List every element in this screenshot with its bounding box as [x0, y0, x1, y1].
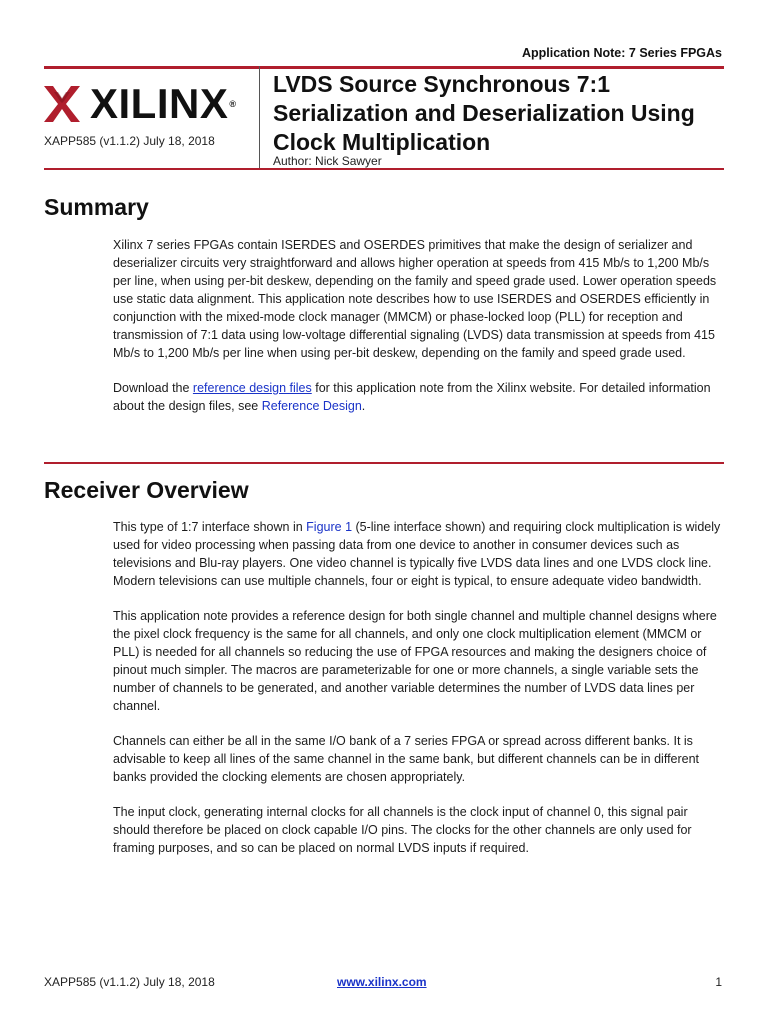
page-title: LVDS Source Synchronous 7:1 Serialization and Deserialization Using Clock Multiplication — [273, 71, 695, 155]
summary-body — [113, 236, 725, 432]
receiver-paragraph-2: This application note provides a reference design for both single channel and multiple channel designs where the pixel clock frequency is the same for all channels, and only one clock multiplication element (MMCM or PLL) is needed for all channels so reducing the use of FPGA resources and making the designers choice of pinout much simpler. The macros are parameterizable for one or more channels, a single variable sets the number of channels to be generated, and another variable determines the number of LVDS data lines per channel. — [113, 609, 717, 713]
doc-id: XAPP585 (v1.1.2) July 18, 2018 — [44, 134, 215, 148]
header-note: Application Note: 7 Series FPGAs — [521, 46, 722, 60]
summary-paragraph-1: Xilinx 7 series FPGAs contain ISERDES and OSERDES primitives that make the design of serializer and deserializer circuits very straightforward and allows higher operation at speeds from 415 Mb/s to 1,200 Mb/s per line, when using per-bit deskew, depending on the family and speed grade used. Lower operation speeds use static data alignment. This application note describes how to use ISERDES and OSERDES efficiently in conjunction with the mixed-mode clock manager (MMCM) or phase-locked loop (PLL) for reception and transmission of 7:1 data using low-voltage differential signaling (LVDS) data transmission at speeds from 415 Mb/s to 1,200 Mb/s per line when using per-bit deskew, depending on the family and speed grade used. — [113, 238, 717, 360]
footer-doc-id: XAPP585 (v1.1.2) July 18, 2018 — [44, 975, 215, 989]
footer-website-link[interactable]: www.xilinx.com — [337, 975, 427, 989]
reference-design-files-link[interactable]: reference design files — [192, 381, 312, 395]
header-rule-bottom — [44, 168, 724, 170]
xilinx-x-logo-icon — [44, 86, 80, 122]
reference-design-link[interactable]: Reference Design — [261, 399, 362, 413]
xilinx-logo — [44, 80, 237, 127]
receiver-paragraph-4: The input clock, generating internal clocks for all channels is the clock input of channel 0, this signal pair should therefore be placed on clock capable I/O pins. The clocks for the other channels are only used for framing purposes, and so can be placed on normal LVDS inputs if required. — [113, 805, 692, 855]
figure-1-link[interactable]: Figure 1 — [306, 520, 353, 534]
receiver-p1-text-b: (5-line interface shown) and requiring clock multiplication is widely used for video processing when passing data from one device to another in consumer devices such as televisions and Blu-ray players. One video channel is typically five LVDS data lines and one LVDS clock line. Modern televisions can use multiple channels, four or eight is typical, to ensure adequate video bandwidth. — [113, 520, 721, 588]
summary-heading: Summary — [44, 194, 149, 220]
receiver-paragraph-1 — [113, 518, 725, 590]
summary-paragraph-2 — [113, 379, 725, 415]
receiver-p1-text-a: This type of 1:7 interface shown in — [113, 520, 307, 534]
section-divider — [44, 462, 724, 464]
page-number: 1 — [715, 975, 722, 989]
logo-wordmark: XILINX® — [90, 80, 237, 127]
header-rule-top — [44, 66, 724, 69]
summary-p2-text-c: . — [361, 399, 366, 413]
receiver-paragraph-3: Channels can either be all in the same I/O bank of a 7 series FPGA or spread across different banks. It is advisable to keep all lines of the same channel in the same bank, but different channels can be in different banks provided the clocking elements are chosen appropriately. — [113, 734, 700, 784]
summary-p2-text-a: Download the — [113, 381, 193, 395]
receiver-body — [113, 518, 725, 874]
header-vertical-divider — [259, 66, 260, 168]
receiver-overview-heading: Receiver Overview — [44, 477, 249, 503]
author: Author: Nick Sawyer — [273, 154, 382, 168]
summary-p2-text-b: for this application note from the Xilinx website. For detailed information about the design files, see — [113, 381, 711, 413]
